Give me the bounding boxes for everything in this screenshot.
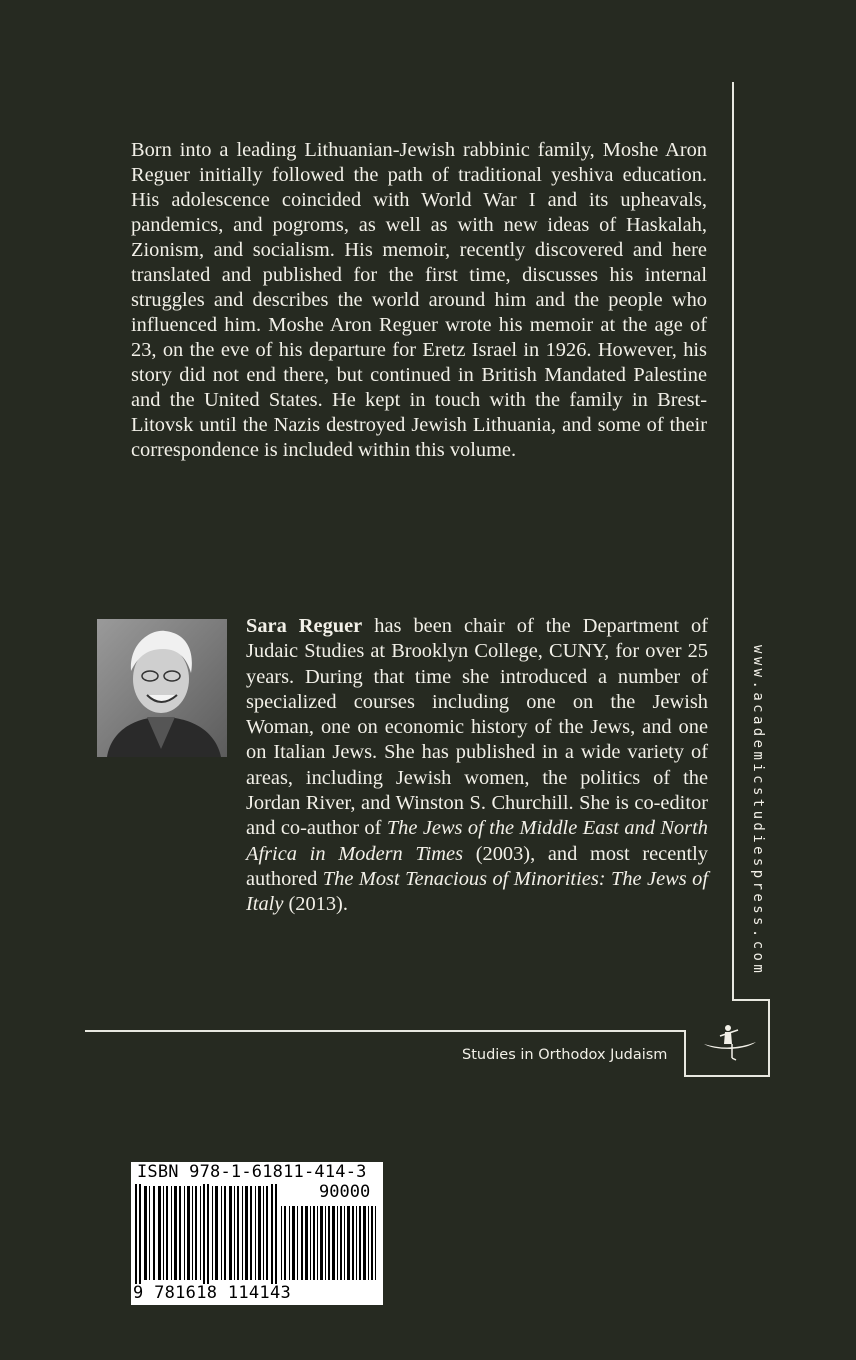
author-name: Sara Reguer bbox=[246, 615, 363, 637]
author-portrait-image bbox=[97, 619, 227, 757]
author-book-title-1: The Jews of the Middle East and North Africa in Modern Times bbox=[246, 817, 708, 865]
series-title: Studies in Orthodox Judaism bbox=[462, 1047, 668, 1063]
frame-rule-corner bbox=[732, 999, 770, 1001]
author-bio-text-3: (2013). bbox=[283, 893, 348, 916]
series-box-bottom-rule bbox=[684, 1075, 770, 1077]
publisher-website: www.academicstudiespress.com bbox=[750, 645, 766, 977]
series-box-left-rule bbox=[684, 1030, 686, 1077]
author-photo bbox=[97, 619, 227, 757]
publisher-boat-logo-icon bbox=[702, 1022, 758, 1062]
author-bio-text-2: (2003), and most recently authored bbox=[246, 842, 708, 890]
book-blurb: Born into a leading Lithuanian-Jewish rabbinic family, Moshe Aron Reguer initially followed the path of traditional yeshiva education. His adolescence coincided with World War I and its upheavals, pandemics, and pogroms, as well as with new ideas of Haskalah, Zionism, and socialism. His memoir, recently discovered and here translated and published for the first time, discusses his internal struggles and describes the world around him and the people who influenced him. Moshe Aron Reguer wrote his memoir at the age of 23, on the eve of his departure for Eretz Israel in 1926. However, his story did not end there, but continued in British Mandated Palestine and the United States. He kept in touch with the family in Brest-Litovsk until the Nazis destroyed Jewish Lithuania, and some of their correspondence is included within this volume. bbox=[131, 139, 707, 461]
isbn-barcode bbox=[131, 1162, 383, 1305]
frame-rule-vertical bbox=[732, 82, 734, 1000]
author-bio-text-1: has been chair of the Department of Judaic Studies at Brooklyn College, CUNY, for over 25 years. During that time she introduced a number of specialized courses including one on the Jewish Woman, one on economic history of the Jews, and one on Italian Jews. She has published in a wide variety of areas, including Jewish women, the politics of the Jordan River, and Winston S. Churchill. She is co-editor and co-author of bbox=[246, 615, 708, 840]
barcode-price-code: 90000 bbox=[319, 1182, 371, 1202]
frame-rule-far-right bbox=[768, 999, 770, 1077]
isbn-label: ISBN 978-1-61811-414-3 bbox=[137, 1162, 367, 1182]
author-bio bbox=[246, 614, 708, 918]
author-book-title-2: The Most Tenacious of Minorities: The Jews of Italy bbox=[246, 867, 708, 916]
frame-rule-horizontal bbox=[85, 1030, 685, 1032]
barcode-digits: 9 781618 114143 bbox=[133, 1283, 292, 1303]
